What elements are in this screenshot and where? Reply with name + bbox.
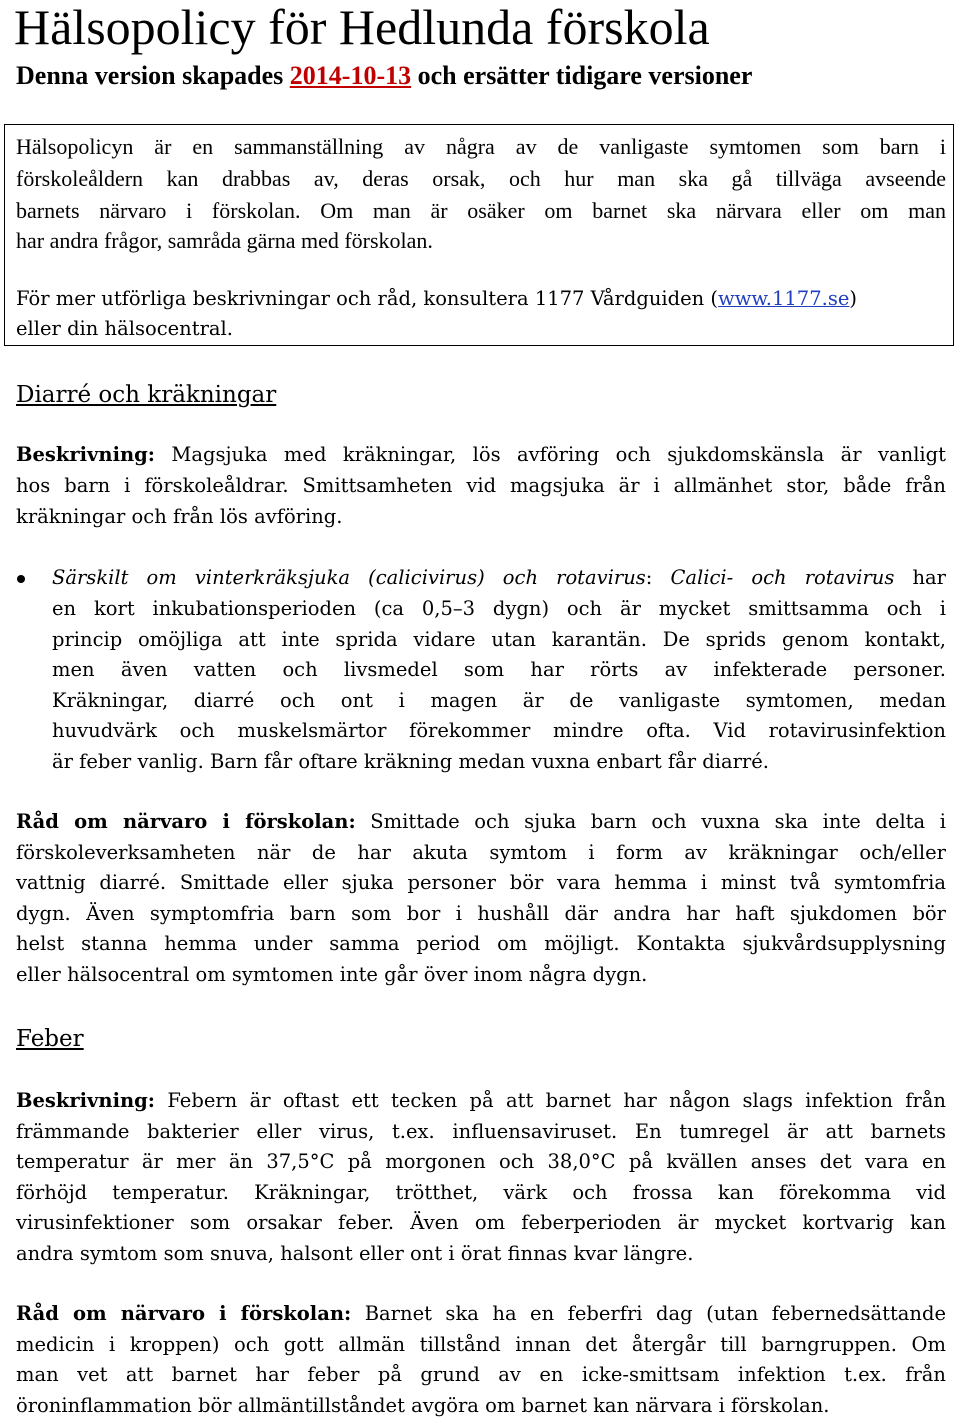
intro-more-line	[16, 284, 857, 314]
section1-advice-line	[16, 807, 946, 837]
version-date-link[interactable]: 2014-10-13	[289, 61, 412, 90]
bullet-line: huvudvärk och muskelsmärtor förekommer mindre ofta. Vid rotavirusinfektion	[52, 719, 946, 742]
desc-text: Febern är oftast ett tecken på att barnet har någon slags infektion från	[155, 1089, 946, 1112]
bullet-italic-viruses: Calici- och rotavirus	[670, 566, 895, 589]
section1-advice-line: dygn. Även symptomfria barn som bor i hushåll där andra har haft sjukdomen bör	[16, 902, 946, 925]
bullet-line: är feber vanlig. Barn får oftare kräkning medan vuxna enbart får diarré.	[52, 750, 769, 773]
page-title: Hälsopolicy för Hedlunda förskola	[14, 0, 710, 55]
desc-label: Beskrivning:	[16, 443, 155, 466]
vardguiden-link[interactable]: www.1177.se	[718, 287, 850, 310]
intro-line: Hälsopolicyn är en sammanställning av några av de vanligaste symtomen som barn i	[16, 134, 946, 159]
section2-advice-line: öroninflammation bör allmäntillståndet avgöra om barnet kan närvara i förskolan.	[16, 1394, 830, 1417]
subtitle-suffix: och ersätter tidigare versioner	[411, 61, 753, 90]
section2-desc-line: förhöjd temperatur. Kräkningar, trötthet, värk och frossa kan förekomma vid	[16, 1181, 946, 1204]
section1-desc-line: kräkningar och från lös avföring.	[16, 505, 343, 528]
section2-desc-line: främmande bakterier eller virus, t.ex. influensaviruset. En tumregel är att barnets	[16, 1120, 946, 1143]
section2-desc-line: temperatur är mer än 37,5°C på morgonen och 38,0°C på kvällen anses det vara en	[16, 1150, 946, 1173]
desc-label: Beskrivning:	[16, 1089, 155, 1112]
bullet-line: men även vatten och livsmedel som har rörts av infekterade personer.	[52, 658, 946, 681]
bullet-text: har	[894, 566, 946, 589]
bullet-dot	[17, 575, 25, 583]
intro-line: har andra frågor, samråda gärna med förskolan.	[16, 228, 433, 253]
bullet-line: en kort inkubationsperioden (ca 0,5–3 dygn) och är mycket smittsamma och i	[52, 597, 946, 620]
section1-desc-line	[16, 440, 946, 470]
section2-advice-line: medicin i kroppen) och gott allmän tillstånd innan det återgår till barngruppen. Om	[16, 1333, 946, 1356]
subtitle-prefix: Denna version skapades	[16, 61, 290, 90]
section2-desc-line: virusinfektioner som orsakar feber. Även om feberperioden är mycket kortvarig kan	[16, 1211, 946, 1234]
bullet-line: princip omöjliga att inte sprida vidare utan karantän. De sprids genom kontakt,	[52, 628, 946, 651]
section2-desc-line: andra symtom som snuva, halsont eller ont i örat finnas kvar längre.	[16, 1242, 694, 1265]
section2-advice-line: man vet att barnet har feber på grund av en icke-smittsam infektion t.ex. från	[16, 1363, 946, 1386]
intro-line: barnets närvaro i förskolan. Om man är osäker om barnet ska närvara eller om man	[16, 198, 946, 223]
intro-more-prefix: För mer utförliga beskrivningar och råd, konsultera 1177 Vårdguiden (	[16, 287, 719, 310]
bullet-line	[52, 563, 946, 593]
version-subtitle	[16, 60, 752, 92]
intro-more-line2: eller din hälsocentral.	[16, 317, 233, 340]
section1-advice-line: förskoleverksamheten när de har akuta symtom i form av kräkningar och/eller	[16, 841, 946, 864]
bullet-line: Kräkningar, diarré och ont i magen är de vanligaste symtomen, medan	[52, 689, 946, 712]
section-heading-fever: Feber	[16, 1026, 84, 1052]
section1-advice-line: vattnig diarré. Smittade eller sjuka personer bör vara hemma i minst två symtomfria	[16, 871, 946, 894]
section-heading-diarrhea: Diarré och kräkningar	[16, 382, 277, 408]
bullet-italic-title: Särskilt om vinterkräksjuka (calicivirus) och rotavirus	[52, 566, 646, 589]
section1-desc-line: hos barn i förskoleåldrar. Smittsamheten vid magsjuka är i allmänhet stor, både från	[16, 474, 946, 497]
section1-advice-line: helst stanna hemma under samma period om möjligt. Kontakta sjukvårdsupplysning	[16, 932, 946, 955]
desc-text: Magsjuka med kräkningar, lös avföring och sjukdomskänsla är vanligt	[155, 443, 946, 466]
section2-advice-line	[16, 1299, 946, 1329]
advice-text: Barnet ska ha en feberfri dag (utan febernedsättande	[351, 1302, 946, 1325]
advice-text: Smittade och sjuka barn och vuxna ska inte delta i	[355, 810, 946, 833]
intro-more-suffix: )	[849, 287, 857, 310]
section1-advice-line: eller hälsocentral om symtomen inte går över inom några dygn.	[16, 963, 648, 986]
section2-desc-line	[16, 1086, 946, 1116]
advice-label: Råd om närvaro i förskolan:	[16, 1302, 352, 1325]
intro-line: förskoleåldern kan drabbas av, deras orsak, och hur man ska gå tillväga avseende	[16, 166, 946, 191]
advice-label: Råd om närvaro i förskolan:	[16, 810, 356, 833]
bullet-colon: :	[645, 566, 671, 589]
